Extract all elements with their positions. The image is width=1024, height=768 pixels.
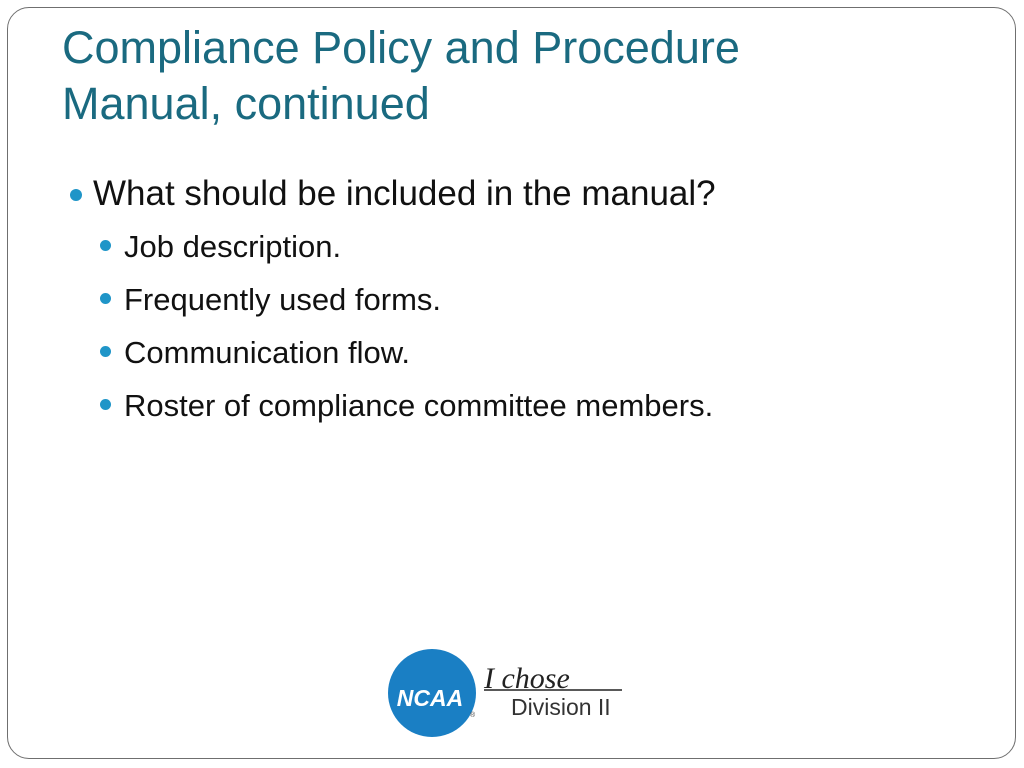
ncaa-division-ii-logo <box>386 647 626 739</box>
title-line-1: Compliance Policy and Procedure <box>62 22 740 73</box>
sub-bullet-item <box>62 326 716 379</box>
bullet-dot-icon <box>70 189 82 201</box>
sub-bullet-item <box>62 379 716 432</box>
bullet-item <box>62 168 716 220</box>
sub-bullet-item <box>62 220 716 273</box>
script-text: I chose <box>484 662 570 695</box>
bullet-text: Roster of compliance committee members. <box>124 388 714 423</box>
bullet-text: Frequently used forms. <box>124 282 442 317</box>
bullet-dot-icon <box>100 346 111 357</box>
bullet-text: Job description. <box>124 229 342 264</box>
slide-title <box>62 20 962 132</box>
division-text: Division II <box>511 694 611 720</box>
bullet-text: What should be included in the manual? <box>93 174 716 213</box>
bullet-text: Communication flow. <box>124 335 411 370</box>
ncaa-mark-text: NCAA <box>396 685 464 711</box>
bullet-list <box>62 168 716 432</box>
bullet-dot-icon <box>100 399 111 410</box>
title-line-2: Manual, continued <box>62 78 430 129</box>
sub-bullet-item <box>62 273 716 326</box>
registered-mark: ® <box>470 712 476 719</box>
bullet-dot-icon <box>100 293 111 304</box>
bullet-dot-icon <box>100 240 111 251</box>
ncaa-logo-icon <box>386 647 626 739</box>
